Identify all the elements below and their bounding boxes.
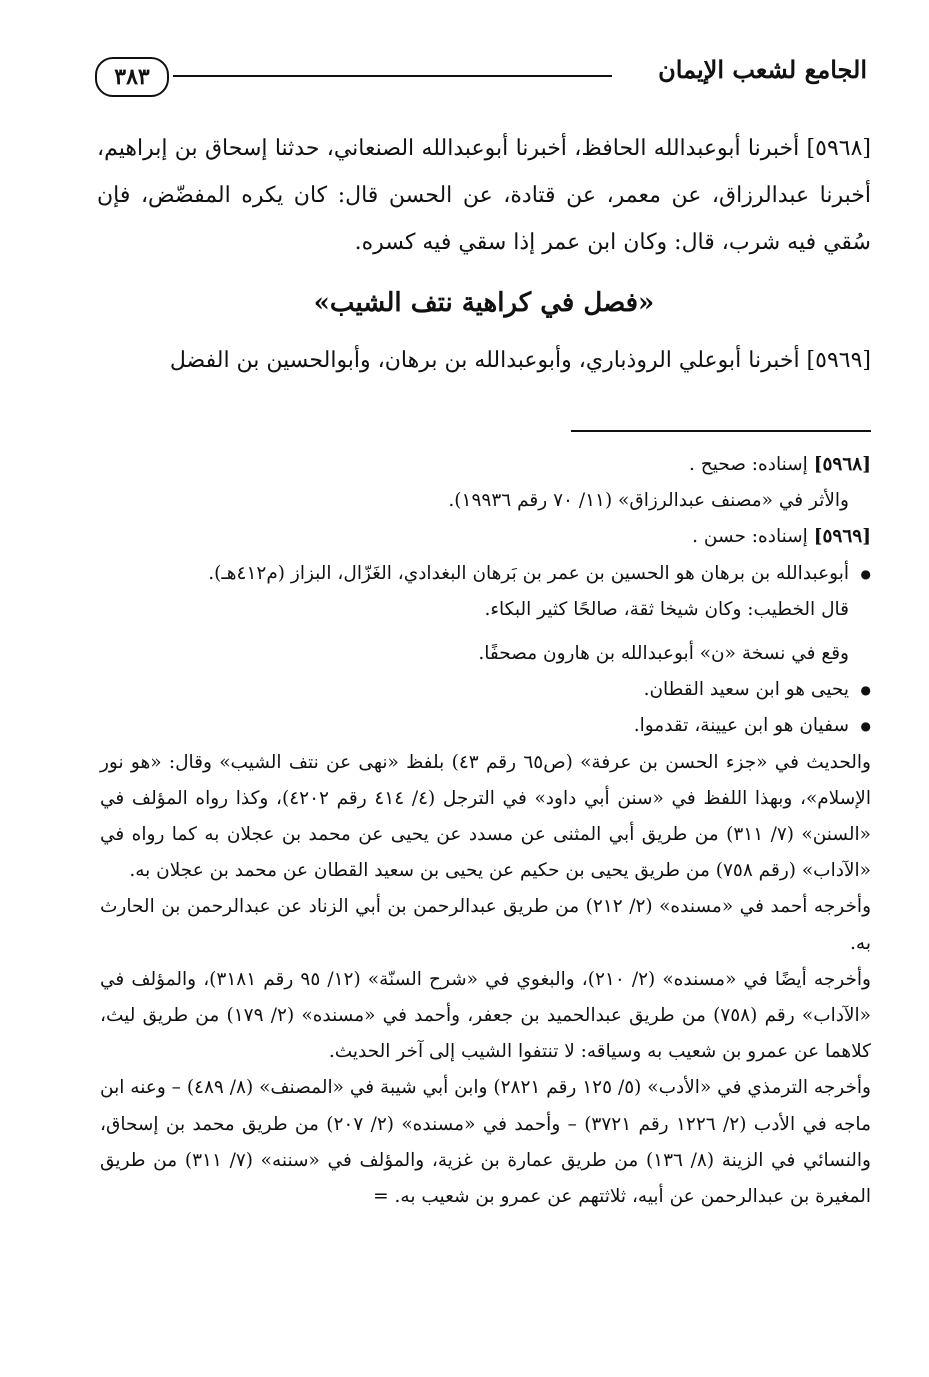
footnote-ref: [٥٩٦٨]	[813, 454, 871, 475]
footnote-5968-source: والأثر في «مصنف عبدالرزاق» (١١/ ٧٠ رقم ١٩٩٣٦).	[448, 490, 849, 512]
takhrij-paragraph-3: وأخرجه أيضًا في «مسنده» (٢/ ٢١٠)، والبغوي في «شرح السنّة» (١٢/ ٩٥ رقم ٣١٨١)، والمؤلف في «الآداب» رقم (٧٥٨) من طريق عبدالحميد بن جعفر، وأحمد في «مسنده» (٢/ ١٧٩) من طريق ليث، كلاهما عن عمرو بن شعيب به وسياقه: لا تنتفوا الشيب إلى آخر الحديث.	[100, 968, 872, 1063]
main-text	[97, 125, 871, 384]
running-title: الجامع لشعب الإيمان	[658, 55, 867, 84]
bullet-narrator-sufyan: ● سفيان هو ابن عيينة، تقدموا.	[100, 708, 871, 744]
page-header	[95, 55, 867, 95]
footnote-separator	[571, 430, 871, 432]
narrator-note: قال الخطيب: وكان شيخا ثقة، صالحًا كثير البكاء.	[484, 598, 849, 620]
page-number: ٣٨٣	[95, 57, 169, 97]
takhrij-paragraph-2: وأخرجه أحمد في «مسنده» (٢/ ٢١٢) من طريق عبدالرحمن بن أبي الزناد عن عبدالرحمن بن الحارث به.	[100, 896, 872, 954]
footnotes	[100, 447, 871, 1215]
hadith-5968: [٥٩٦٨] أخبرنا أبوعبدالله الحافظ، أخبرنا أبوعبدالله الصنعاني، حدثنا إسحاق بن إبراهيم، أخبرنا عبدالرزاق، عن معمر، عن قتادة، عن الحسن قال: كان يكره المفضّض، فإن سُقي فيه شرب، قال: وكان ابن عمر إذا سقي فيه كسره.	[97, 136, 871, 255]
isnad-grade: إسناده: صحيح .	[688, 454, 808, 475]
takhrij-paragraph-1: والحديث في «جزء الحسن بن عرفة» (ص٦٥ رقم ٤٣) بلفظ «نهى عن نتف الشيب» وقال: «هو نور الإسلام»، وبهذا اللفظ في «سنن أبي داود» في الترجل (٤/ ٤١٤ رقم ٤٢٠٢)، وكذا رواه المؤلف في «السنن» (٧/ ٣١١) من طريق أبي المثنى عن مسدد عن يحيى عن محمد بن عجلان به كما رواه في «الآداب» (رقم ٧٥٨) من طريق يحيى بن حكيم عن يحيى بن سعيد القطان عن محمد بن عجلان به.	[100, 751, 871, 882]
bullet-narrator-ibn-burhan: ● أبوعبدالله بن برهان هو الحسين بن عمر بن بَرهان البغدادي، الغَزّال، البزاز (م٤١٢هـ).	[100, 556, 871, 592]
paragraph-text: وأخرجه الترمذي في «الأدب» (٥/ ١٢٥ رقم ٢٨٢١) وابن أبي شيبة في «المصنف» (٨/ ٤٨٩) – وعنه ابن ماجه في الأدب (٢/ ١٢٢٦ رقم ٣٧٢١) – وأحمد في «مسنده» (٢/ ٢٠٧) من طريق محمد بن إسحاق، والنسائي في الزينة (٨/ ١٣٦) من طريق عمارة بن غزية، والمؤلف في «سننه» (٧/ ٣١١) من طريق المغيرة بن عبدالرحمن عن أبيه، ثلاثتهم عن عمرو بن شعيب به.	[100, 1077, 871, 1208]
takhrij-paragraph-4	[100, 1070, 871, 1215]
footnote-ref: [٥٩٦٩]	[813, 526, 871, 548]
section-title: «فصل في كراهية نتف الشيب»	[313, 288, 655, 318]
continuation-mark: =	[373, 1186, 389, 1208]
footnote-5968-grade	[100, 447, 871, 483]
isnad-grade: إسناده: حسن .	[692, 526, 808, 548]
footnote-5969-grade	[100, 519, 871, 555]
manuscript-note: وقع في نسخة «ن» أبوعبدالله بن هارون مصحفًا.	[478, 643, 849, 665]
bullet-narrator-yahya: ● يحيى هو ابن سعيد القطان.	[100, 672, 871, 708]
hadith-5969: [٥٩٦٩] أخبرنا أبوعلي الروذباري، وأبوعبدالله بن برهان، وأبوالحسين بن الفضل	[169, 348, 871, 373]
header-rule	[173, 75, 612, 77]
